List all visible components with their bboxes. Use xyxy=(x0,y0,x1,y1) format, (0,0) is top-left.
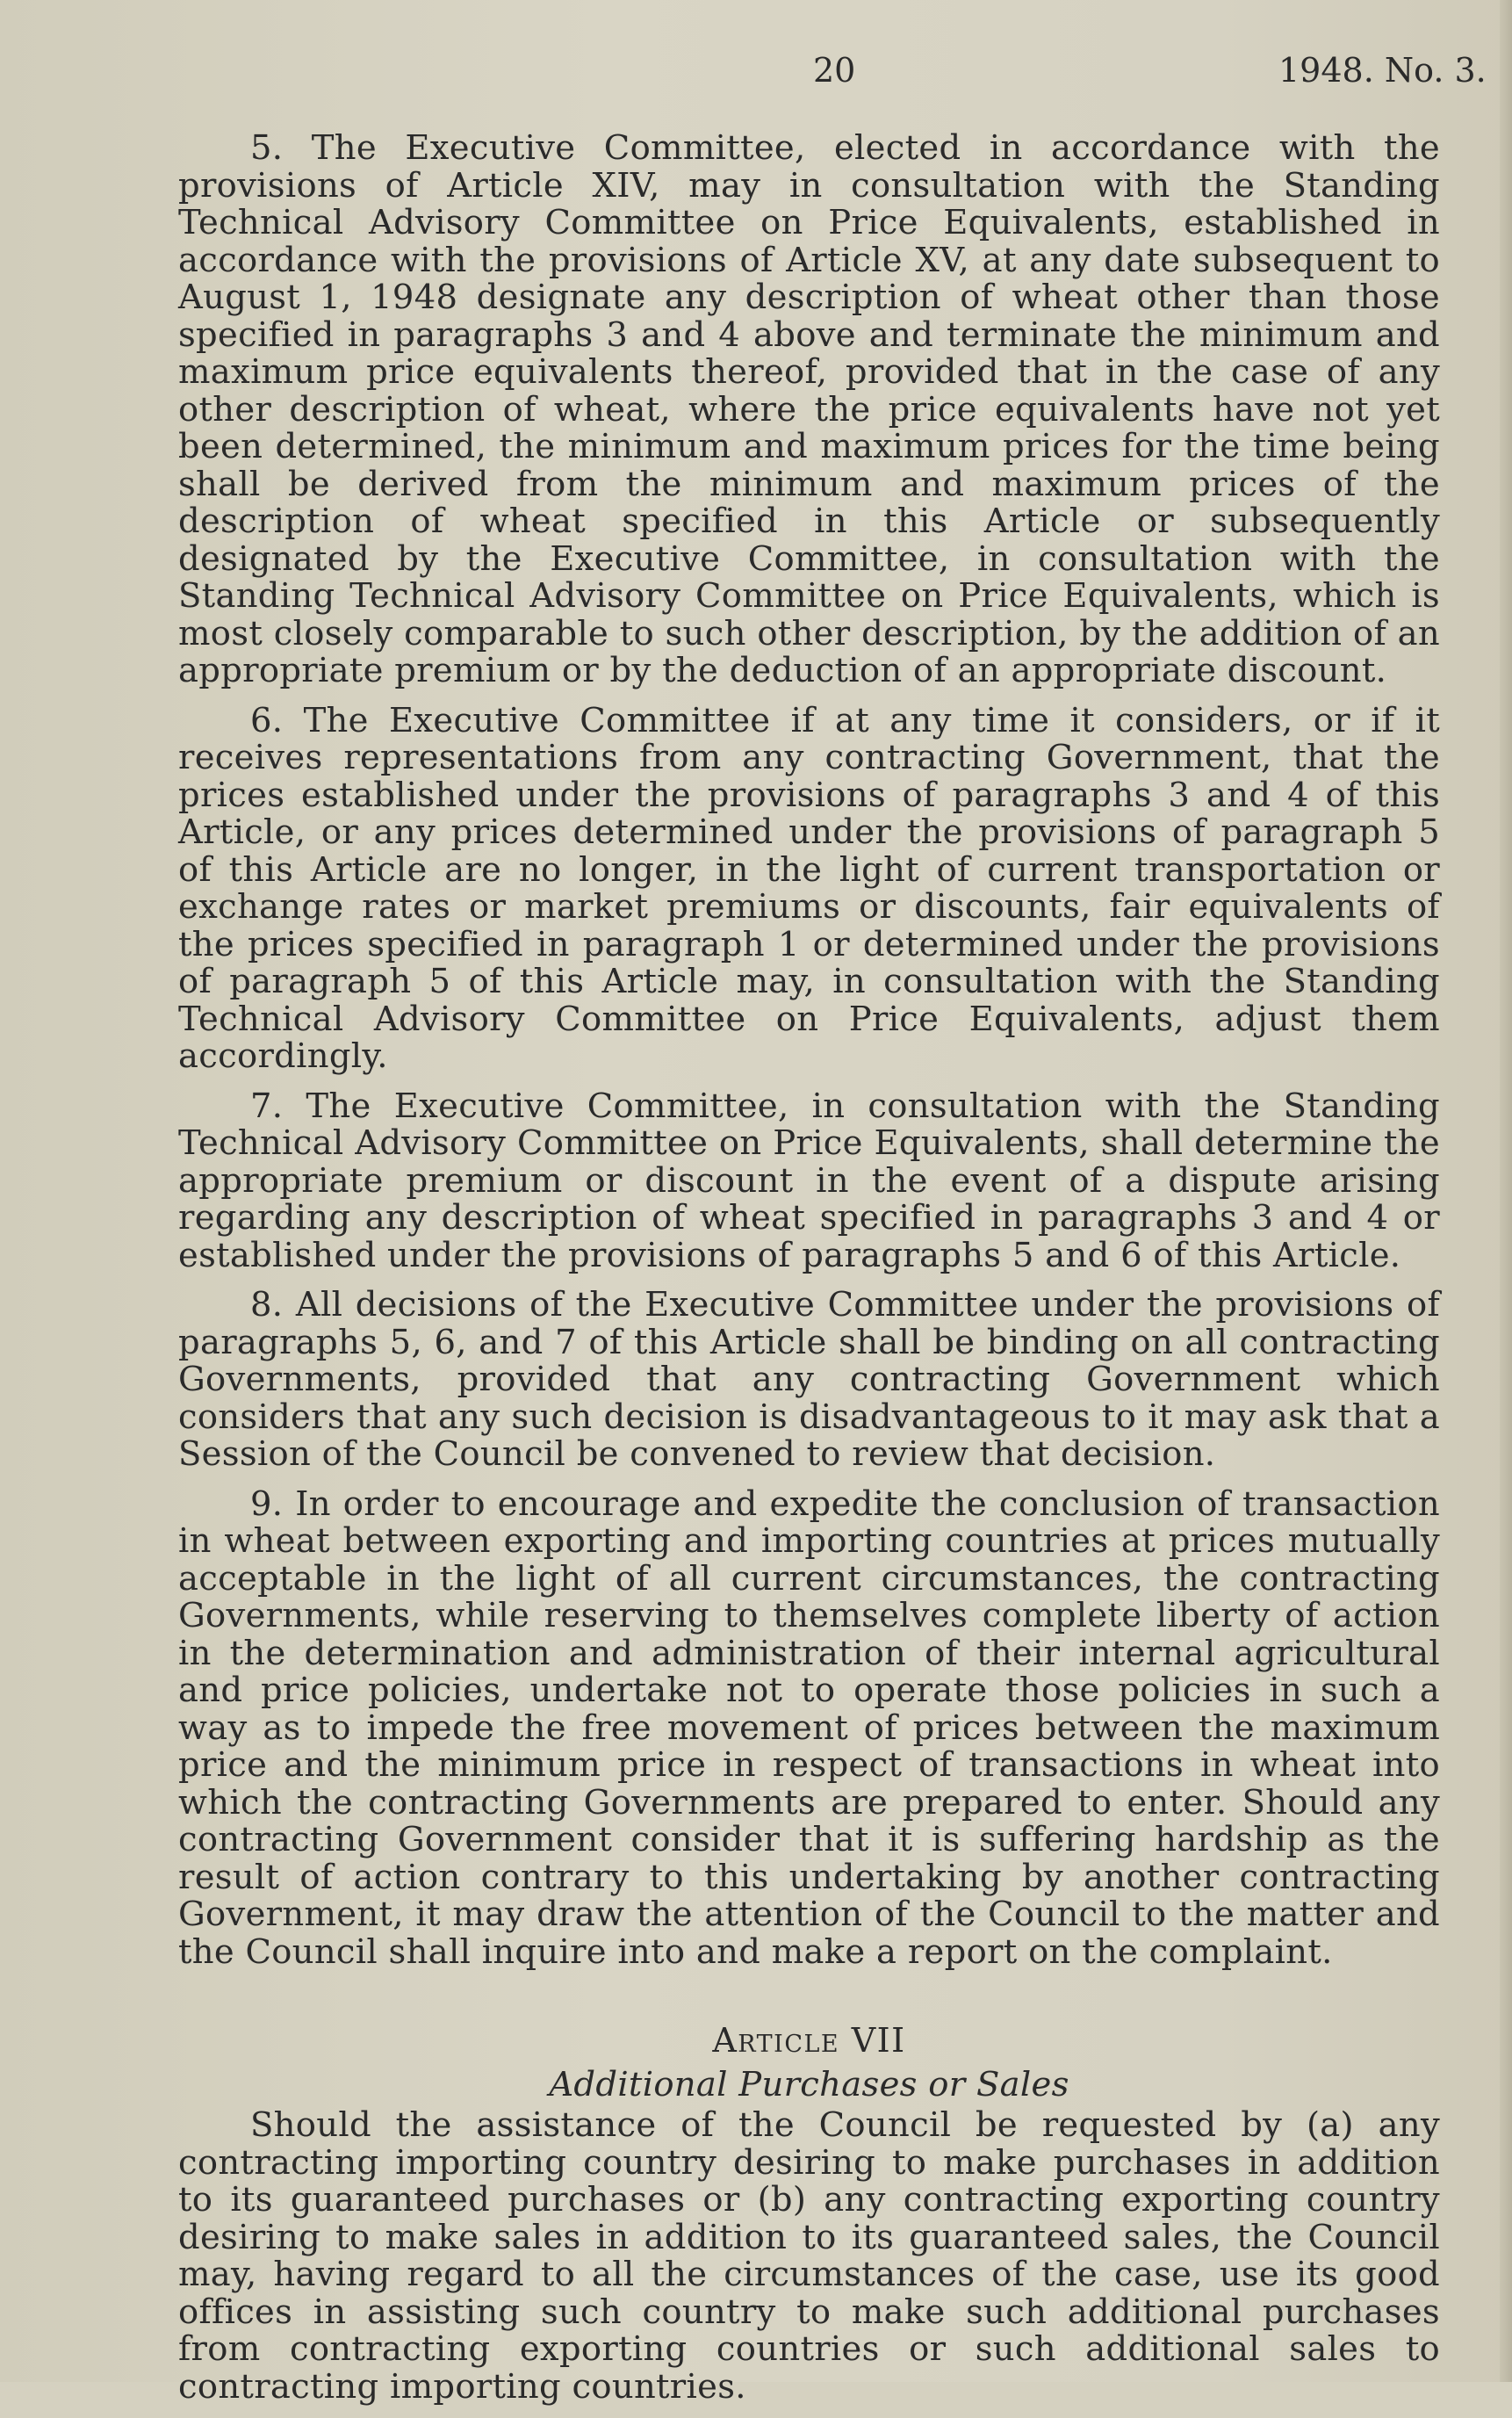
page-number: 20 xyxy=(813,51,856,90)
article-heading: Article VII xyxy=(712,2021,906,2060)
body-text xyxy=(178,130,1440,2418)
page-header xyxy=(0,51,1512,104)
article-subtitle: Additional Purchases or Sales xyxy=(549,2064,1069,2104)
paragraph-9: 9. In order to encourage and expedite the conclusion of transaction in wheat between exporting and importing countries at prices mutually acceptable in the light of all current circumstances, the contracting Governments, while reserving to themselves complete liberty of action in the determination and administration of their internal agricultural and price policies, undertake not to operate those policies in such a way as to impede the free movement of prices between the maximum price and the minimum price in respect of transactions in wheat into which the contracting Governments are prepared to enter. Should any contracting Government consider that it is suffering hardship as the result of action contrary to this undertaking by another contracting Government, it may draw the attention of the Council to the matter and the Council shall inquire into and make a report on the complaint. xyxy=(178,1483,1440,1972)
running-head: 1948. No. 3. xyxy=(1278,51,1487,90)
paragraph-7: 7. The Executive Committee, in consultation with the Standing Technical Advisory Committee on Price Equivalents, shall determine the appropriate premium or discount in the event of a dispute arising regarding any description of wheat specified in paragraphs 3 and 4 or established under the provisions of paragraphs 5 and 6 of this Article. xyxy=(178,1086,1440,1275)
page-edge xyxy=(1500,0,1512,2382)
paragraph-6: 6. The Executive Committee if at any time it considers, or if it receives representations from any contracting Government, that the prices established under the provisions of paragraphs 3 and 4 of this Article, or any prices determined under the provisions of paragraph 5 of this Article are no longer, in the light of current transportation or exchange rates or market premiums or discounts, fair equivalents of the prices specified in paragraph 1 or determined under the provisions of paragraph 5 of this Article may, in consultation with the Standing Technical Advisory Committee on Price Equivalents, adjust them accordingly. xyxy=(178,700,1440,1076)
paragraph-5: 5. The Executive Committee, elected in accordance with the provisions of Article XIV, may in consultation with the Standing Technical Advisory Committee on Price Equivalents, established in accordance with the provisions of Article XV, at any date subsequent to August 1, 1948 designate any description of wheat other than those specified in paragraphs 3 and 4 above and terminate the minimum and maximum price equivalents thereof, provided that in the case of any other description of wheat, where the price equivalents have not yet been determined, the minimum and maximum prices for the time being shall be derived from the minimum and maximum prices of the description of wheat specified in this Article or subsequently designated by the Executive Committee, in consultation with the Standing Technical Advisory Committee on Price Equivalents, which is most closely comparable to such other description, by the addition of an appropriate premium or by the deduction of an appropriate discount. xyxy=(178,128,1440,690)
article-paragraph: Should the assistance of the Council be requested by (a) any contracting importing country desiring to make purchases in addition to its guaranteed purchases or (b) any contracting exporting country desiring to make sales in addition to its guaranteed sales, the Council may, having regard to all the circumstances of the case, use its good offices in assisting such country to make such additional purchases from contracting exporting countries or such additional sales to contracting importing countries. xyxy=(178,2105,1440,2407)
paragraph-8: 8. All decisions of the Executive Committee under the provisions of paragraphs 5, 6, and 7 of this Article shall be binding on all contracting Governments, provided that any contracting Government which considers that any such decision is disadvantageous to it may ask that a Session of the Council be convened to review that decision. xyxy=(178,1285,1440,1474)
